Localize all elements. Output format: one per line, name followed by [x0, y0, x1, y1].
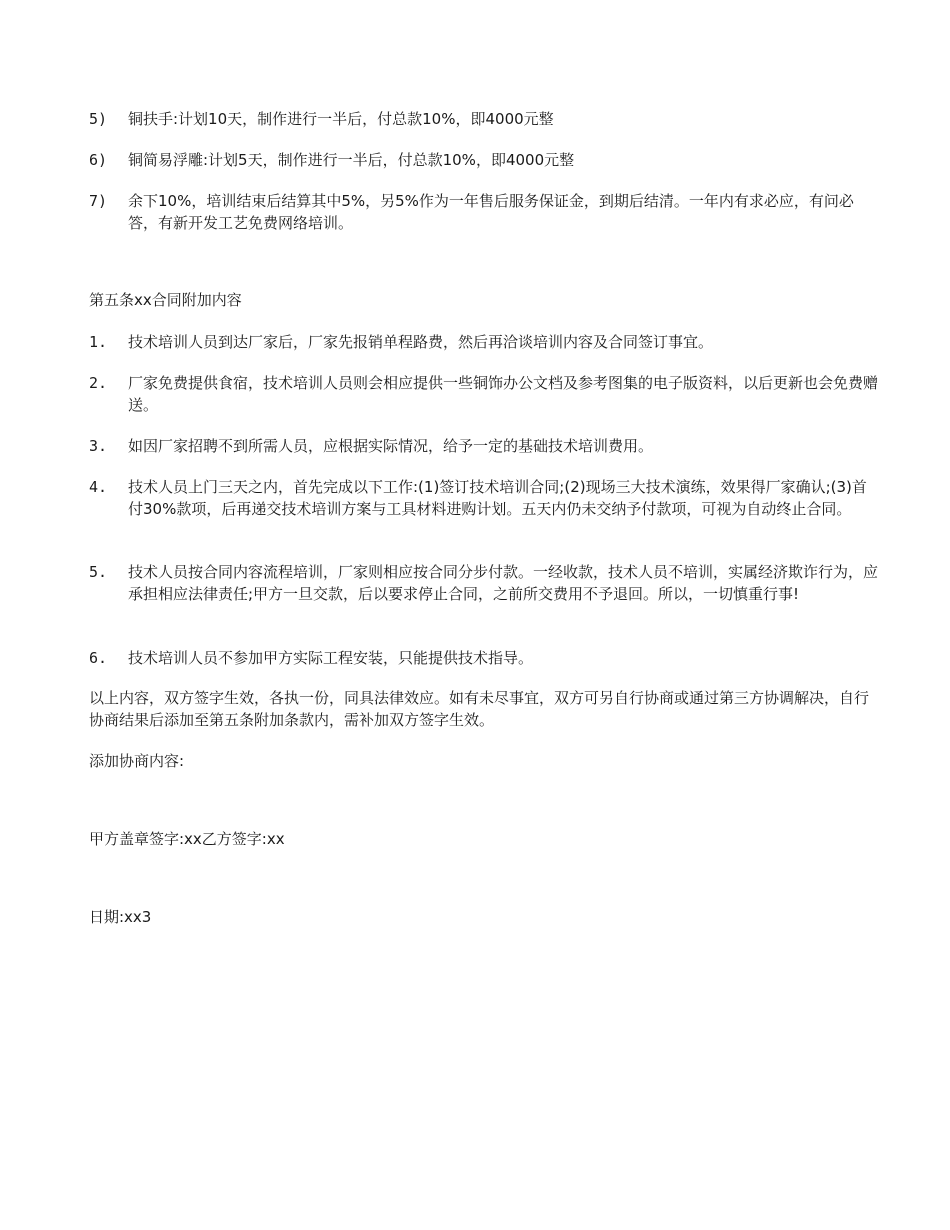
clause-item-6	[89, 647, 879, 669]
date-line: 日期:xx3	[89, 908, 152, 926]
item-text: 技术人员上门三天之内，首先完成以下工作:(1)签订技术培训合同;(2)现场三大技术演练，效果得厂家确认;(3)首付30%款项，后再递交技术培训方案与工具材料进购计划。五天内仍未交纳予付款项，可视为自动终止合同。	[128, 478, 867, 518]
item-text: 技术培训人员不参加甲方实际工程安装，只能提供技术指导。	[128, 649, 534, 667]
item-number: 2.	[89, 374, 108, 392]
item-text: 技术人员按合同内容流程培训，厂家则相应按合同分步付款。一经收款，技术人员不培训，实属经济欺诈行为，应承担相应法律责任;甲方一旦交款，后以要求停止合同，之前所交费用不予退回。所以，一切慎重行事!	[128, 563, 879, 603]
clause-item-1	[89, 331, 879, 353]
item-text: 铜扶手:计划10天，制作进行一半后，付总款10%，即4000元整	[128, 110, 554, 128]
item-text: 技术培训人员到达厂家后，厂家先报销单程路费，然后再洽谈培训内容及合同签订事宜。	[128, 333, 714, 351]
item-number: 3.	[89, 437, 108, 455]
clause-item-4	[89, 476, 879, 520]
payment-item-5	[89, 108, 879, 130]
additional-content-label: 添加协商内容:	[89, 752, 185, 770]
closing-paragraph: 以上内容，双方签字生效，各执一份，同具法律效应。如有未尽事宜，双方可另自行协商或通过第三方协调解决，自行协商结果后添加至第五条附加条款内，需补加双方签字生效。	[89, 689, 870, 729]
item-number: 5)	[89, 110, 108, 128]
item-number: 6.	[89, 649, 108, 667]
item-number: 6)	[89, 151, 108, 169]
payment-item-6	[89, 149, 879, 171]
signature-line: 甲方盖章签字:xx乙方签字:xx	[89, 830, 285, 848]
item-number: 5.	[89, 563, 108, 581]
item-text: 如因厂家招聘不到所需人员，应根据实际情况，给予一定的基础技术培训费用。	[128, 437, 654, 455]
clause-item-5	[89, 561, 879, 605]
section-heading: 第五条xx合同附加内容	[89, 291, 242, 309]
clause-item-3	[89, 435, 879, 457]
item-text: 厂家免费提供食宿，技术培训人员则会相应提供一些铜饰办公文档及参考图集的电子版资料，以后更新也会免费赠送。	[128, 374, 879, 414]
item-text: 铜简易浮雕:计划5天，制作进行一半后，付总款10%，即4000元整	[128, 151, 575, 169]
item-number: 4.	[89, 478, 108, 496]
item-text: 余下10%，培训结束后结算其中5%，另5%作为一年售后服务保证金，到期后结清。一年内有求必应，有问必答，有新开发工艺免费网络培训。	[128, 192, 854, 232]
item-number: 7)	[89, 192, 108, 210]
clause-item-2	[89, 372, 879, 416]
item-number: 1.	[89, 333, 108, 351]
payment-item-7	[89, 190, 879, 234]
